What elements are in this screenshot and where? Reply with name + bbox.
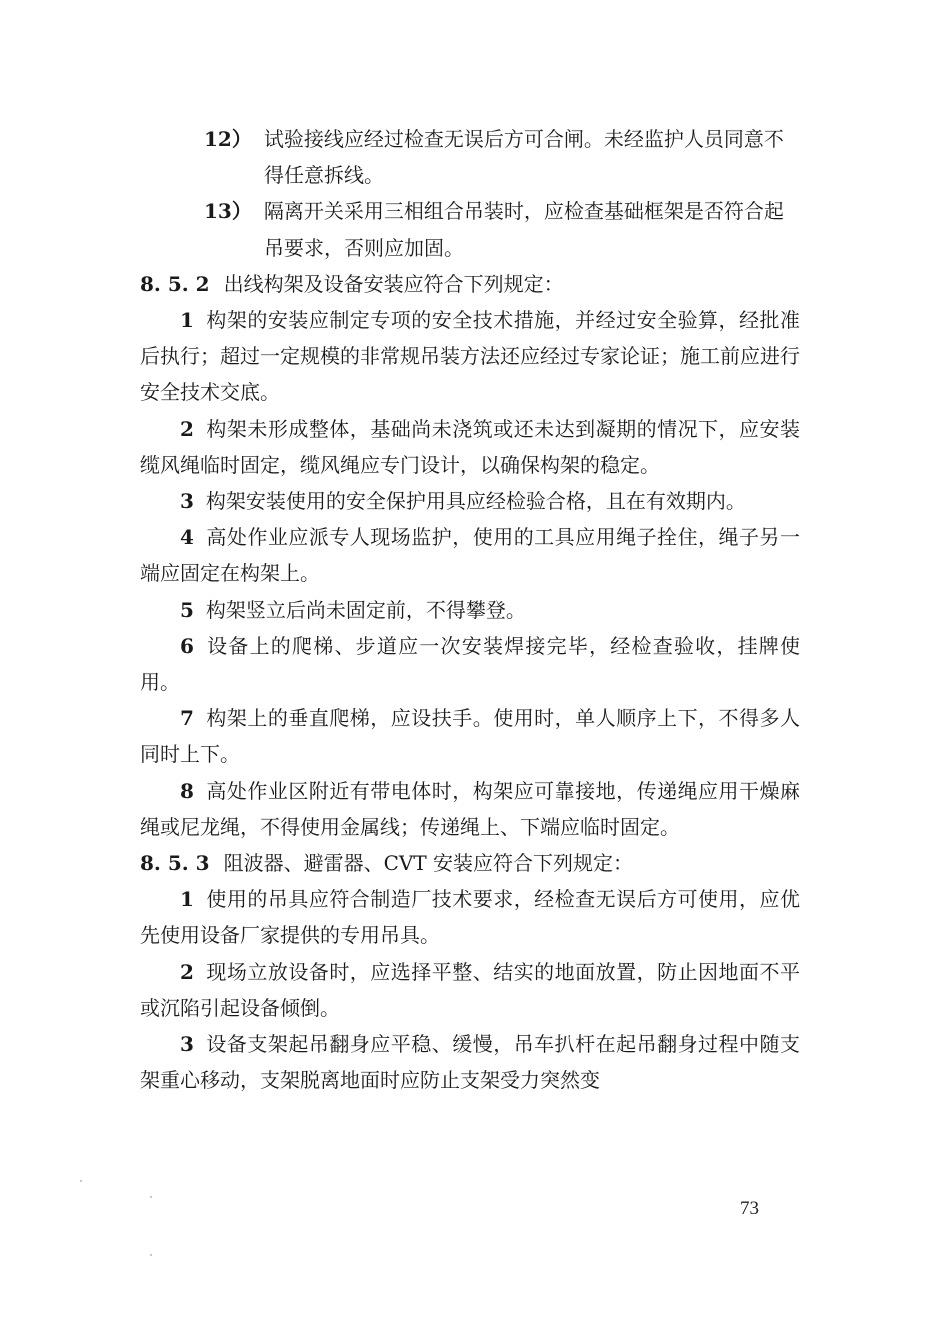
section-number: 8. 5. 3	[140, 851, 210, 876]
clause-text: 构架未形成整体，基础尚未浇筑或还未达到凝期的情况下，应安装缆风绳临时固定，缆风绳应专门设计，以确保构架的稳定。	[140, 416, 800, 477]
clause-number: 1	[180, 308, 194, 333]
clause-text: 使用的吊具应符合制造厂技术要求，经检查无误后方可使用，应优先使用设备厂家提供的专用吊具。	[140, 887, 800, 948]
scan-speck	[80, 1180, 82, 1182]
clause-number: 3	[180, 1032, 194, 1057]
clause-item	[140, 700, 800, 772]
clause-text: 构架的安装应制定专项的安全技术措施，并经过安全验算，经批准后执行；超过一定规模的非常规吊装方法还应经过专家论证；施工前应进行安全技术交底。	[140, 308, 800, 405]
clause-number: 1	[180, 887, 194, 912]
clause-number: 8	[180, 778, 194, 803]
subitem-text: 试验接线应经过检查无误后方可合闸。未经监护人员同意不得任意拆线。	[263, 127, 784, 188]
clause-number: 3	[180, 489, 194, 514]
section-title: 出线构架及设备安装应符合下列规定：	[223, 271, 564, 296]
clause-item	[140, 302, 800, 411]
clause-text: 构架竖立后尚未固定前，不得攀登。	[205, 597, 526, 622]
section-number: 8. 5. 2	[140, 271, 210, 296]
clause-text: 高处作业应派专人现场监护，使用的工具应用绳子拴住，绳子另一端应固定在构架上。	[140, 525, 800, 586]
clause-number: 2	[180, 959, 194, 984]
section-heading-8-5-3	[140, 845, 800, 881]
clause-number: 5	[180, 597, 194, 622]
scan-speck	[150, 1254, 152, 1256]
clause-number: 2	[180, 416, 194, 441]
clause-number: 7	[180, 706, 194, 731]
subitem-12	[204, 121, 800, 193]
clause-number: 4	[180, 525, 194, 550]
clause-text: 构架上的垂直爬梯，应设扶手。使用时，单人顺序上下，不得多人同时上下。	[140, 706, 800, 767]
clause-item	[140, 773, 800, 845]
page-number: 73	[740, 1198, 759, 1219]
clause-item	[140, 411, 800, 483]
clause-item	[140, 1026, 800, 1098]
clause-item	[140, 628, 800, 700]
clause-item	[140, 483, 800, 519]
subitem-number: 13）	[204, 199, 252, 224]
subitem-13	[204, 193, 800, 265]
subitem-number: 12）	[204, 127, 252, 151]
scan-speck	[150, 1196, 152, 1198]
clause-text: 设备上的爬梯、步道应一次安装焊接完毕，经检查验收，挂牌使用。	[140, 633, 800, 695]
clause-item	[140, 881, 800, 953]
clause-item	[140, 592, 800, 628]
clause-text: 构架安装使用的安全保护用具应经检验合格，且在有效期内。	[205, 489, 746, 514]
clause-text: 现场立放设备时，应选择平整、结实的地面放置，防止因地面不平或沉陷引起设备倾倒。	[140, 959, 800, 1020]
clause-item	[140, 519, 800, 591]
subitem-text: 隔离开关采用三相组合吊装时，应检查基础框架是否符合起吊要求，否则应加固。	[263, 199, 784, 260]
body-text	[140, 121, 800, 1098]
clause-number: 6	[180, 633, 194, 658]
clause-item	[140, 954, 800, 1026]
clause-text: 高处作业区附近有带电体时，构架应可靠接地，传递绳应用干燥麻绳或尼龙绳，不得使用金属线；传递绳上、下端应临时固定。	[140, 778, 800, 839]
clause-text: 设备支架起吊翻身应平稳、缓慢，吊车扒杆在起吊翻身过程中随支架重心移动，支架脱离地面时应防止支架受力突然变	[140, 1032, 800, 1093]
section-heading-8-5-2	[140, 266, 800, 302]
section-title: 阻波器、避雷器、CVT 安装应符合下列规定：	[223, 851, 634, 876]
